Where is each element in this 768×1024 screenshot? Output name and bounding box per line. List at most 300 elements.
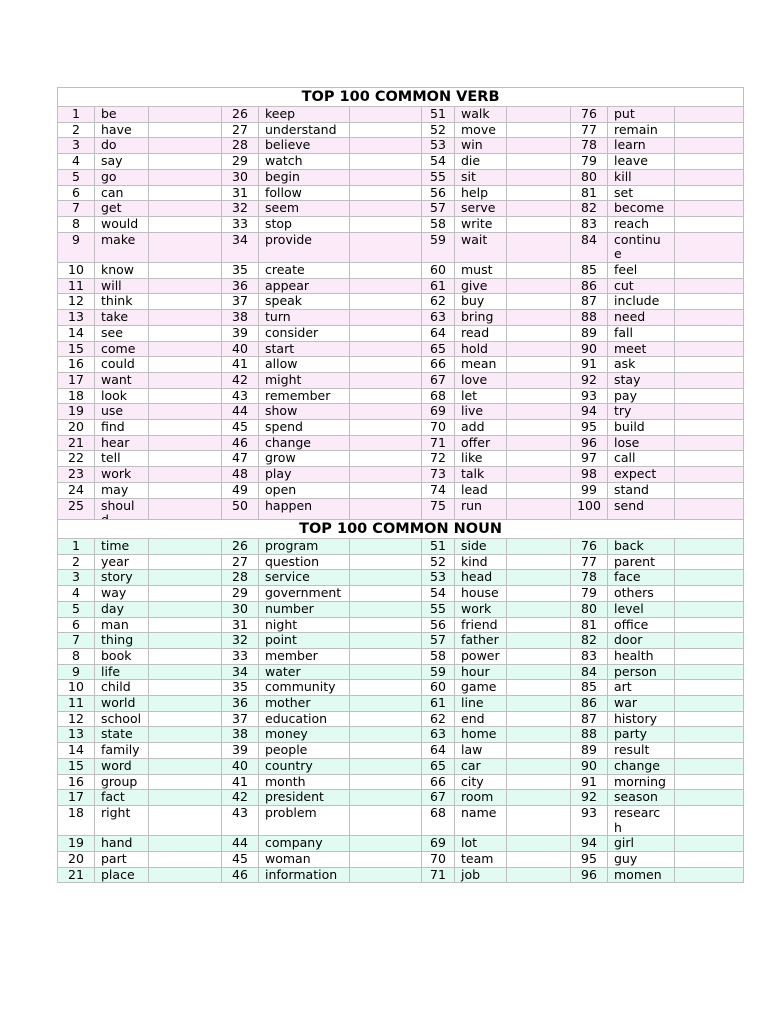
word-cell: stand xyxy=(608,482,675,498)
rank-cell: 43 xyxy=(222,388,259,404)
word-cell: morning xyxy=(608,774,675,790)
rank-cell: 78 xyxy=(571,138,608,154)
empty-cell xyxy=(675,169,744,185)
table-row xyxy=(58,664,744,680)
empty-cell xyxy=(149,357,222,373)
rank-cell: 19 xyxy=(58,836,95,852)
rank-cell: 82 xyxy=(571,633,608,649)
word-cell: kind xyxy=(455,554,507,570)
rank-cell: 75 xyxy=(422,498,455,528)
rank-cell: 52 xyxy=(422,554,455,570)
word-cell: line xyxy=(455,696,507,712)
empty-cell xyxy=(675,372,744,388)
empty-cell xyxy=(507,664,571,680)
word-cell: thing xyxy=(95,633,149,649)
word-cell: parent xyxy=(608,554,675,570)
rank-cell: 79 xyxy=(571,586,608,602)
table-row xyxy=(58,154,744,170)
word-cell: live xyxy=(455,404,507,420)
word-cell: president xyxy=(259,790,350,806)
word-cell: work xyxy=(455,601,507,617)
rank-cell: 42 xyxy=(222,372,259,388)
rank-cell: 28 xyxy=(222,570,259,586)
rank-cell: 76 xyxy=(571,107,608,123)
word-cell: help xyxy=(455,185,507,201)
empty-cell xyxy=(507,774,571,790)
word-cell: start xyxy=(259,341,350,357)
table-row xyxy=(58,263,744,279)
empty-cell xyxy=(149,727,222,743)
rank-cell: 44 xyxy=(222,836,259,852)
rank-cell: 15 xyxy=(58,341,95,357)
rank-cell: 12 xyxy=(58,711,95,727)
word-cell: spend xyxy=(259,420,350,436)
empty-cell xyxy=(350,310,422,326)
empty-cell xyxy=(350,539,422,555)
word-cell: question xyxy=(259,554,350,570)
rank-cell: 2 xyxy=(58,122,95,138)
table-row xyxy=(58,482,744,498)
rank-cell: 11 xyxy=(58,278,95,294)
rank-cell: 20 xyxy=(58,852,95,868)
word-cell: talk xyxy=(455,467,507,483)
rank-cell: 29 xyxy=(222,154,259,170)
table-row xyxy=(58,122,744,138)
rank-cell: 31 xyxy=(222,185,259,201)
rank-cell: 14 xyxy=(58,325,95,341)
empty-cell xyxy=(675,467,744,483)
empty-cell xyxy=(507,404,571,420)
word-cell: watch xyxy=(259,154,350,170)
table-row xyxy=(58,232,744,262)
word-cell: people xyxy=(259,743,350,759)
empty-cell xyxy=(675,263,744,279)
empty-cell xyxy=(675,420,744,436)
empty-cell xyxy=(149,867,222,883)
word-cell: house xyxy=(455,586,507,602)
word-cell: become xyxy=(608,201,675,217)
rank-cell: 20 xyxy=(58,420,95,436)
noun-table xyxy=(57,519,744,883)
word-cell: team xyxy=(455,852,507,868)
rank-cell: 82 xyxy=(571,201,608,217)
rank-cell: 67 xyxy=(422,372,455,388)
word-cell: woman xyxy=(259,852,350,868)
rank-cell: 3 xyxy=(58,570,95,586)
empty-cell xyxy=(507,310,571,326)
rank-cell: 72 xyxy=(422,451,455,467)
word-cell: party xyxy=(608,727,675,743)
rank-cell: 97 xyxy=(571,451,608,467)
rank-cell: 94 xyxy=(571,836,608,852)
word-cell: die xyxy=(455,154,507,170)
empty-cell xyxy=(350,482,422,498)
empty-cell xyxy=(675,451,744,467)
word-cell: wait xyxy=(455,232,507,262)
word-cell: read xyxy=(455,325,507,341)
word-cell: understand xyxy=(259,122,350,138)
word-cell: play xyxy=(259,467,350,483)
rank-cell: 85 xyxy=(571,680,608,696)
empty-cell xyxy=(149,232,222,262)
word-cell: momen xyxy=(608,867,675,883)
rank-cell: 21 xyxy=(58,867,95,883)
word-cell: child xyxy=(95,680,149,696)
rank-cell: 94 xyxy=(571,404,608,420)
empty-cell xyxy=(507,680,571,696)
word-cell: lose xyxy=(608,435,675,451)
empty-cell xyxy=(507,743,571,759)
empty-cell xyxy=(350,836,422,852)
empty-cell xyxy=(350,617,422,633)
empty-cell xyxy=(507,805,571,835)
empty-cell xyxy=(507,169,571,185)
empty-cell xyxy=(149,435,222,451)
word-cell: stay xyxy=(608,372,675,388)
table-row xyxy=(58,539,744,555)
rank-cell: 9 xyxy=(58,232,95,262)
rank-cell: 18 xyxy=(58,805,95,835)
word-cell: kill xyxy=(608,169,675,185)
rank-cell: 51 xyxy=(422,107,455,123)
word-cell: pay xyxy=(608,388,675,404)
word-cell: expect xyxy=(608,467,675,483)
rank-cell: 34 xyxy=(222,664,259,680)
rank-cell: 25 xyxy=(58,498,95,528)
word-cell: can xyxy=(95,185,149,201)
empty-cell xyxy=(675,435,744,451)
word-cell: offer xyxy=(455,435,507,451)
word-cell: research xyxy=(608,805,675,835)
rank-cell: 65 xyxy=(422,341,455,357)
empty-cell xyxy=(507,451,571,467)
table-title: TOP 100 COMMON VERB xyxy=(58,88,744,107)
rank-cell: 54 xyxy=(422,586,455,602)
word-cell: love xyxy=(455,372,507,388)
word-cell: speak xyxy=(259,294,350,310)
empty-cell xyxy=(350,696,422,712)
word-cell: sit xyxy=(455,169,507,185)
empty-cell xyxy=(350,570,422,586)
rank-cell: 58 xyxy=(422,216,455,232)
word-cell: company xyxy=(259,836,350,852)
rank-cell: 42 xyxy=(222,790,259,806)
rank-cell: 9 xyxy=(58,664,95,680)
rank-cell: 40 xyxy=(222,341,259,357)
rank-cell: 14 xyxy=(58,743,95,759)
word-cell: include xyxy=(608,294,675,310)
rank-cell: 88 xyxy=(571,727,608,743)
rank-cell: 74 xyxy=(422,482,455,498)
word-cell: stop xyxy=(259,216,350,232)
rank-cell: 88 xyxy=(571,310,608,326)
rank-cell: 33 xyxy=(222,216,259,232)
empty-cell xyxy=(149,790,222,806)
empty-cell xyxy=(507,601,571,617)
table-row xyxy=(58,867,744,883)
word-cell: hold xyxy=(455,341,507,357)
empty-cell xyxy=(149,169,222,185)
word-cell: school xyxy=(95,711,149,727)
word-cell: face xyxy=(608,570,675,586)
word-cell: power xyxy=(455,648,507,664)
word-cell: lead xyxy=(455,482,507,498)
table-row xyxy=(58,790,744,806)
empty-cell xyxy=(675,586,744,602)
word-cell: information xyxy=(259,867,350,883)
table-row xyxy=(58,388,744,404)
rank-cell: 68 xyxy=(422,805,455,835)
word-cell: begin xyxy=(259,169,350,185)
rank-cell: 77 xyxy=(571,554,608,570)
empty-cell xyxy=(507,554,571,570)
rank-cell: 12 xyxy=(58,294,95,310)
table-title: TOP 100 COMMON NOUN xyxy=(58,520,744,539)
rank-cell: 84 xyxy=(571,664,608,680)
empty-cell xyxy=(149,852,222,868)
rank-cell: 17 xyxy=(58,372,95,388)
word-cell: bring xyxy=(455,310,507,326)
table-row xyxy=(58,617,744,633)
rank-cell: 69 xyxy=(422,404,455,420)
empty-cell xyxy=(507,263,571,279)
rank-cell: 39 xyxy=(222,743,259,759)
word-cell: believe xyxy=(259,138,350,154)
empty-cell xyxy=(507,696,571,712)
rank-cell: 43 xyxy=(222,805,259,835)
empty-cell xyxy=(675,482,744,498)
empty-cell xyxy=(507,201,571,217)
word-cell: ask xyxy=(608,357,675,373)
rank-cell: 30 xyxy=(222,169,259,185)
word-cell: mother xyxy=(259,696,350,712)
empty-cell xyxy=(675,138,744,154)
word-cell: follow xyxy=(259,185,350,201)
rank-cell: 32 xyxy=(222,201,259,217)
table-row xyxy=(58,107,744,123)
empty-cell xyxy=(675,388,744,404)
empty-cell xyxy=(507,420,571,436)
empty-cell xyxy=(350,743,422,759)
word-cell: friend xyxy=(455,617,507,633)
word-cell: guy xyxy=(608,852,675,868)
rank-cell: 47 xyxy=(222,451,259,467)
rank-cell: 46 xyxy=(222,435,259,451)
word-cell: happen xyxy=(259,498,350,528)
word-cell: grow xyxy=(259,451,350,467)
table-row xyxy=(58,774,744,790)
empty-cell xyxy=(350,758,422,774)
word-cell: serve xyxy=(455,201,507,217)
empty-cell xyxy=(675,648,744,664)
empty-cell xyxy=(675,294,744,310)
rank-cell: 87 xyxy=(571,294,608,310)
empty-cell xyxy=(675,554,744,570)
word-cell: art xyxy=(608,680,675,696)
empty-cell xyxy=(675,341,744,357)
empty-cell xyxy=(149,711,222,727)
word-cell: win xyxy=(455,138,507,154)
rank-cell: 80 xyxy=(571,169,608,185)
rank-cell: 7 xyxy=(58,633,95,649)
word-cell: walk xyxy=(455,107,507,123)
empty-cell xyxy=(675,867,744,883)
table-row xyxy=(58,216,744,232)
empty-cell xyxy=(507,539,571,555)
word-cell: make xyxy=(95,232,149,262)
word-cell: shoul xyxy=(95,498,149,528)
rank-cell: 92 xyxy=(571,372,608,388)
empty-cell xyxy=(675,325,744,341)
rank-cell: 57 xyxy=(422,633,455,649)
rank-cell: 87 xyxy=(571,711,608,727)
word-cell: room xyxy=(455,790,507,806)
rank-cell: 65 xyxy=(422,758,455,774)
word-cell: might xyxy=(259,372,350,388)
word-cell: may xyxy=(95,482,149,498)
rank-cell: 86 xyxy=(571,278,608,294)
word-cell: state xyxy=(95,727,149,743)
word-cell: have xyxy=(95,122,149,138)
word-cell: city xyxy=(455,774,507,790)
empty-cell xyxy=(350,232,422,262)
rank-cell: 35 xyxy=(222,263,259,279)
word-cell: hand xyxy=(95,836,149,852)
empty-cell xyxy=(675,185,744,201)
rank-cell: 22 xyxy=(58,451,95,467)
empty-cell xyxy=(149,743,222,759)
word-cell: member xyxy=(259,648,350,664)
empty-cell xyxy=(507,216,571,232)
rank-cell: 63 xyxy=(422,310,455,326)
word-cell: month xyxy=(259,774,350,790)
word-cell: hour xyxy=(455,664,507,680)
empty-cell xyxy=(350,216,422,232)
empty-cell xyxy=(507,388,571,404)
empty-cell xyxy=(507,482,571,498)
empty-cell xyxy=(149,554,222,570)
empty-cell xyxy=(507,107,571,123)
empty-cell xyxy=(675,805,744,835)
table-row xyxy=(58,743,744,759)
empty-cell xyxy=(149,294,222,310)
word-cell: home xyxy=(455,727,507,743)
empty-cell xyxy=(149,138,222,154)
empty-cell xyxy=(507,867,571,883)
rank-cell: 64 xyxy=(422,743,455,759)
empty-cell xyxy=(350,169,422,185)
empty-cell xyxy=(350,467,422,483)
rank-cell: 39 xyxy=(222,325,259,341)
empty-cell xyxy=(149,451,222,467)
word-cell: must xyxy=(455,263,507,279)
word-cell: change xyxy=(259,435,350,451)
empty-cell xyxy=(507,372,571,388)
rank-cell: 59 xyxy=(422,664,455,680)
rank-cell: 77 xyxy=(571,122,608,138)
empty-cell xyxy=(149,680,222,696)
empty-cell xyxy=(350,107,422,123)
word-cell: meet xyxy=(608,341,675,357)
rank-cell: 41 xyxy=(222,357,259,373)
empty-cell xyxy=(675,570,744,586)
word-cell: right xyxy=(95,805,149,835)
rank-cell: 78 xyxy=(571,570,608,586)
rank-cell: 27 xyxy=(222,554,259,570)
word-cell: try xyxy=(608,404,675,420)
empty-cell xyxy=(675,664,744,680)
empty-cell xyxy=(350,664,422,680)
rank-cell: 91 xyxy=(571,357,608,373)
empty-cell xyxy=(507,278,571,294)
empty-cell xyxy=(350,867,422,883)
word-cell: take xyxy=(95,310,149,326)
empty-cell xyxy=(507,790,571,806)
table-row xyxy=(58,372,744,388)
empty-cell xyxy=(149,633,222,649)
word-cell: want xyxy=(95,372,149,388)
empty-cell xyxy=(675,774,744,790)
word-cell: money xyxy=(259,727,350,743)
empty-cell xyxy=(507,435,571,451)
empty-cell xyxy=(675,633,744,649)
rank-cell: 93 xyxy=(571,805,608,835)
rank-cell: 60 xyxy=(422,680,455,696)
empty-cell xyxy=(675,232,744,262)
rank-cell: 15 xyxy=(58,758,95,774)
empty-cell xyxy=(149,805,222,835)
rank-cell: 45 xyxy=(222,852,259,868)
rank-cell: 37 xyxy=(222,711,259,727)
word-cell: come xyxy=(95,341,149,357)
empty-cell xyxy=(350,601,422,617)
rank-cell: 10 xyxy=(58,680,95,696)
rank-cell: 36 xyxy=(222,696,259,712)
rank-cell: 76 xyxy=(571,539,608,555)
word-cell: fact xyxy=(95,790,149,806)
empty-cell xyxy=(350,185,422,201)
rank-cell: 68 xyxy=(422,388,455,404)
rank-cell: 46 xyxy=(222,867,259,883)
rank-cell: 5 xyxy=(58,169,95,185)
table-row xyxy=(58,711,744,727)
rank-cell: 62 xyxy=(422,711,455,727)
word-cell: keep xyxy=(259,107,350,123)
word-cell: year xyxy=(95,554,149,570)
word-cell: could xyxy=(95,357,149,373)
rank-cell: 38 xyxy=(222,727,259,743)
word-cell: life xyxy=(95,664,149,680)
rank-cell: 54 xyxy=(422,154,455,170)
empty-cell xyxy=(507,232,571,262)
empty-cell xyxy=(350,680,422,696)
rank-cell: 45 xyxy=(222,420,259,436)
rank-cell: 95 xyxy=(571,852,608,868)
empty-cell xyxy=(675,727,744,743)
empty-cell xyxy=(149,482,222,498)
rank-cell: 66 xyxy=(422,774,455,790)
table-row xyxy=(58,278,744,294)
empty-cell xyxy=(507,836,571,852)
word-cell: show xyxy=(259,404,350,420)
word-cell: open xyxy=(259,482,350,498)
rank-cell: 49 xyxy=(222,482,259,498)
rank-cell: 80 xyxy=(571,601,608,617)
table-row xyxy=(58,435,744,451)
empty-cell xyxy=(507,185,571,201)
empty-cell xyxy=(149,122,222,138)
table-row xyxy=(58,633,744,649)
